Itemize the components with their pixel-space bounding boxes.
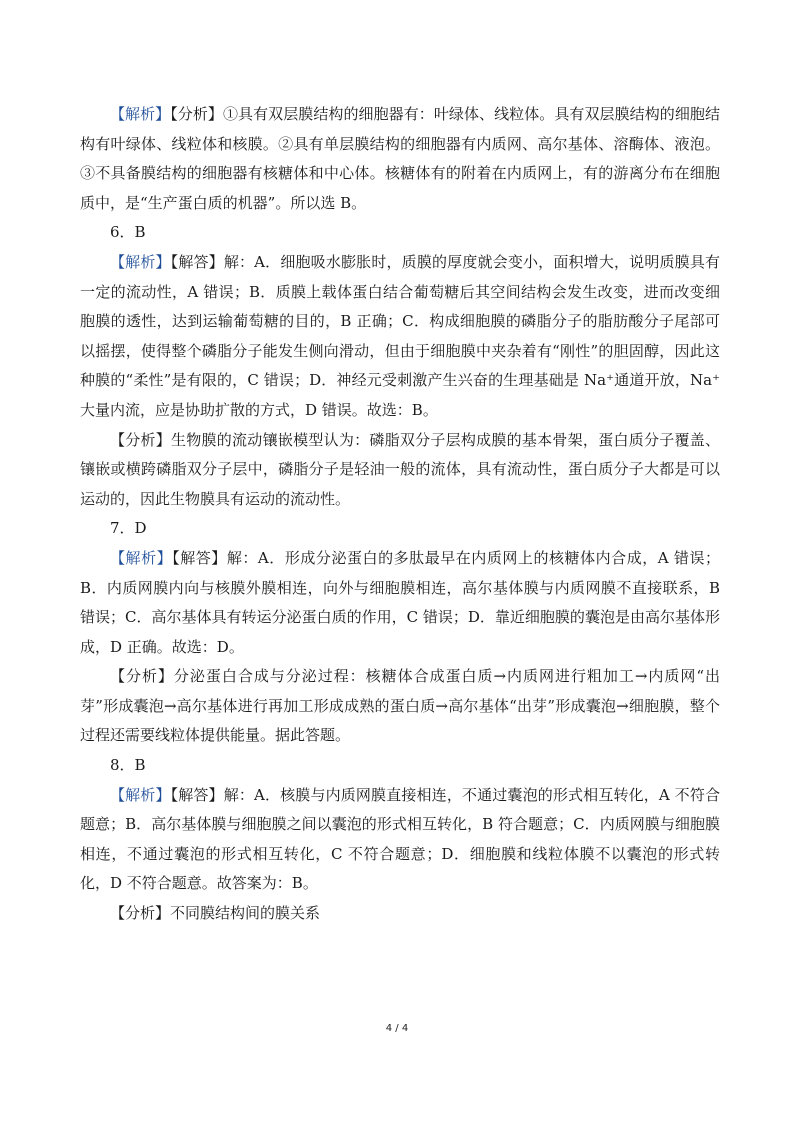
analysis-tag: 【解析】 [110, 785, 171, 804]
answer-paragraph [80, 781, 720, 899]
section-label: 【分析】 [110, 904, 171, 923]
paragraph-text: 分泌蛋白合成与分泌过程：核糖体合成蛋白质→内质网进行粗加工→内质网“出芽”形成囊泡→高尔基体进行再加工形成成熟的蛋白质→高尔基体“出芽”形成囊泡→细胞膜，整个过程还需要线粒体提供能量。据此答题。 [80, 667, 720, 745]
analysis-paragraph [80, 662, 720, 751]
question-number: 8．B [110, 756, 146, 775]
question-number: 6．B [110, 223, 146, 242]
section-label: 【解答】 [170, 785, 224, 804]
paragraph-text: 解：A．形成分泌蛋白的多肽最早在内质网上的核糖体内合成，A 错误；B．内质网膜内向与核膜外膜相连，向外与细胞膜相连，高尔基体膜与内质网膜不直接联系，B 错误；C．高尔基体具有转运分泌蛋白质的作用，C 错误；D．靠近细胞膜的囊泡是由高尔基体形成，D 正确。故选：D。 [80, 548, 720, 656]
paragraph-text: 不同膜结构间的膜关系 [170, 904, 321, 923]
analysis-tag: 【解析】 [110, 548, 173, 567]
question-number: 7．D [110, 519, 147, 538]
paragraph-text: 解：A．核膜与内质网膜直接相连，不通过囊泡的形式相互转化，A 不符合题意；B．高尔基体膜与细胞膜之间以囊泡的形式相互转化，B 符合题意；C．内质网膜与细胞膜相连，不通过囊泡的形式相互转化，C 不符合题意；D．细胞膜和线粒体膜不以囊泡的形式转化，D 不符合题意。故答案为：B。 [80, 785, 720, 893]
section-label: 【分析】 [110, 430, 172, 449]
section-label: 【解答】 [170, 252, 224, 271]
paragraph-text: 解：A．细胞吸水膨胀时，质膜的厚度就会变小，面积增大，说明质膜具有一定的流动性，A 错误；B．质膜上载体蛋白结合葡萄糖后其空间结构会发生改变，进而改变细胞膜的透性，达到运输葡萄糖的目的，B 正确；C．构成细胞膜的磷脂分子的脂肪酸分子尾部可以摇摆，使得整个磷脂分子能发生侧向滑动，但由于细胞膜中夹杂着有“刚性”的胆固醇，因此这种膜的“柔性”是有限的，C 错误；D．神经元受刺激产生兴奋的生理基础是 Na⁺通道开放，Na⁺大量内流，应是协助扩散的方式，D 错误。故选：B。 [80, 252, 720, 419]
paragraph-text: 生物膜的流动镶嵌模型认为：磷脂双分子层构成膜的基本骨架，蛋白质分子覆盖、镶嵌或横跨磷脂双分子层中，磷脂分子是轻油一般的流体，具有流动性，蛋白质分子大都是可以运动的，因此生物膜具有运动的流动性。 [80, 430, 720, 508]
analysis-paragraph [80, 899, 720, 929]
analysis-paragraph [80, 426, 720, 515]
paragraph-text: ①具有双层膜结构的细胞器有：叶绿体、线粒体。具有双层膜结构的细胞结构有叶绿体、线粒体和核膜。②具有单层膜结构的细胞器有内质网、高尔基体、溶酶体、液泡。③不具备膜结构的细胞器有核糖体和中心体。核糖体有的附着在内质网上，有的游离分布在细胞质中，是“生产蛋白质的机器”。所以选 B。 [80, 105, 720, 212]
answer-paragraph [80, 544, 720, 662]
document-body [80, 100, 720, 929]
section-label: 【解答】 [172, 548, 227, 567]
section-label: 【分析】 [110, 667, 174, 686]
analysis-tag: 【解析】 [110, 105, 171, 123]
analysis-tag: 【解析】 [110, 252, 171, 271]
section-label: 【分析】 [170, 105, 223, 123]
analysis-paragraph [80, 100, 720, 218]
page-number: 4 / 4 [385, 1023, 409, 1034]
answer-paragraph [80, 248, 720, 426]
